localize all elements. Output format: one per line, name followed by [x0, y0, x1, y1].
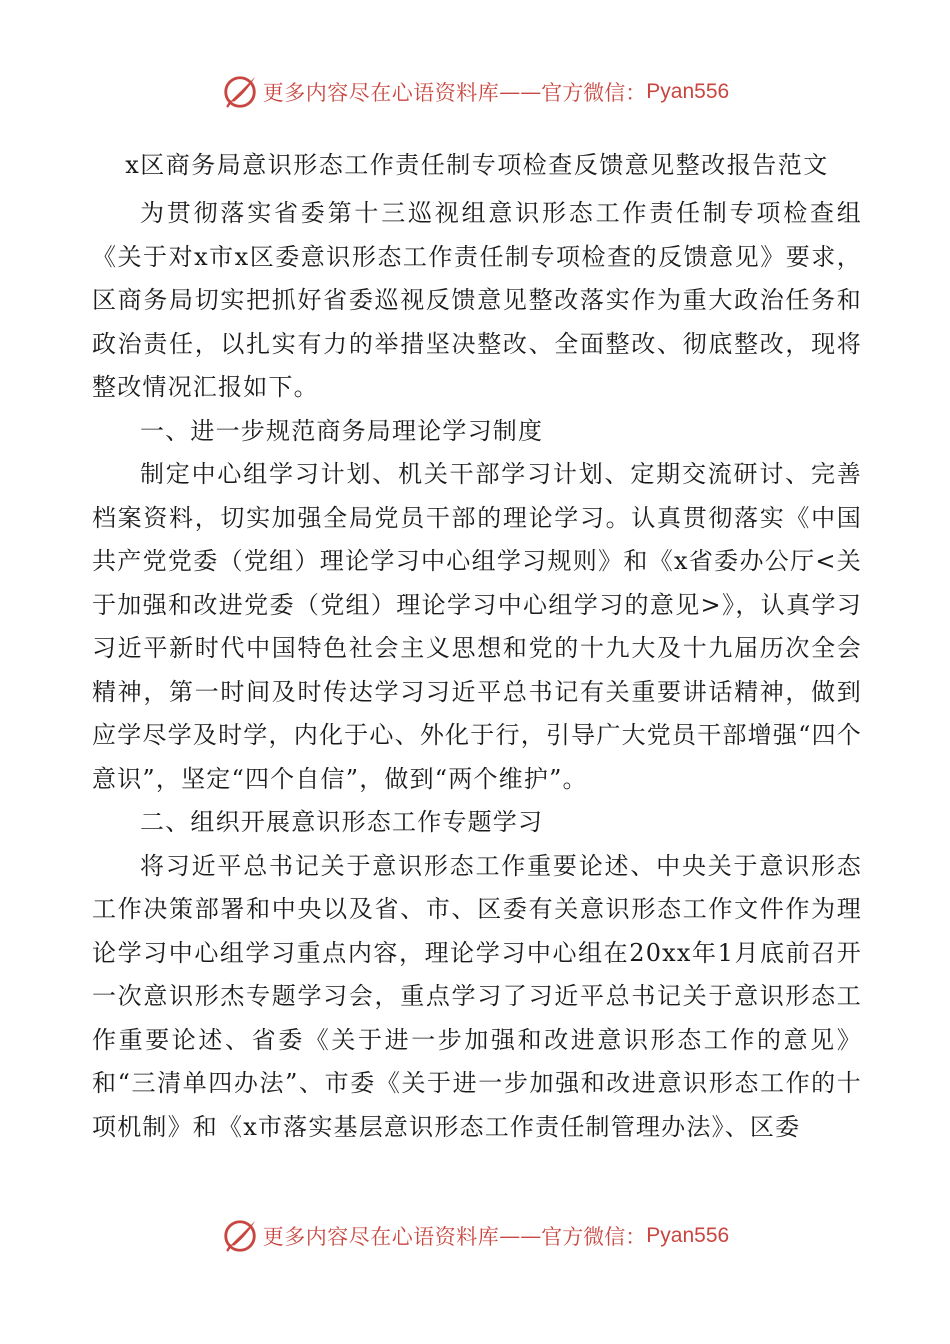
- banner-wechat-id: Pyan556: [646, 1224, 730, 1247]
- banner-wechat-id: Pyan556: [646, 80, 730, 103]
- section-1-heading: 一、进一步规范商务局理论学习制度: [140, 416, 544, 445]
- banner-dash: ——: [499, 80, 542, 104]
- banner-main-text: 更多内容尽在心语资料库: [262, 81, 500, 105]
- banner-wechat-label: 官方微信：: [541, 81, 647, 105]
- section-2-heading: 二、组织开展意识形态工作专题学习: [140, 808, 544, 836]
- banner-main-text: 更多内容尽在心语资料库: [262, 1225, 500, 1249]
- quill-logo-icon: [221, 1217, 259, 1255]
- document-title: x区商务局意识形态工作责任制专项检查反馈意见整改报告范文: [125, 151, 829, 179]
- quill-logo-icon: [221, 73, 259, 111]
- intro-paragraph: 为贯彻落实省委第十三巡视组意识形态工作责任制专项检查组《关于对x市x区委意识形态工作责任制专项检查的反馈意见》要求，区商务局切实把抓好省委巡视反馈意见整改落实作为重大政治任务和政治责任，以扎实有力的举措坚决整改、全面整改、彻底整改，现将整改情况汇报如下。: [92, 199, 862, 401]
- section-2-paragraph: 将习近平总书记关于意识形态工作重要论述、中央关于意识形态工作决策部署和中央以及省、市、区委有关意识形态工作文件作为理论学习中心组学习重点内容，理论学习中心组在20xx年1月底前召开一次意识形杰专题学习会，重点学习了习近平总书记关于意识形态工作重要论述、省委《关于进一步加强和改进意识形态工作的意见》和“三清单四办法”、市委《关于进一步加强和改进意识形态工作的十项机制》和《x市落实基层意识形态工作责任制管理办法》、区委: [92, 851, 862, 1141]
- banner-dash: ——: [499, 1224, 542, 1248]
- header-banner: [0, 70, 950, 114]
- section-1-paragraph: 制定中心组学习计划、机关干部学习计划、定期交流研讨、完善档案资料，切实加强全局党员干部的理论学习。认真贯彻落实《中国共产党党委（党组）理论学习中心组学习规则》和《x省委办公厅<关于加强和改进党委（党组）理论学习中心组学习的意见>》，认真学习习近平新时代中国特色社会主义思想和党的十九大及十九届历次全会精神，第一时间及时传达学习习近平总书记有关重要讲话精神，做到应学尽学及时学，内化于心、外化于行，引导广大党员干部增强“四个意识”，坚定“四个自信”，做到“两个维护”。: [92, 460, 862, 793]
- banner-wechat-label: 官方微信：: [541, 1225, 647, 1249]
- document-body: [92, 150, 862, 1149]
- footer-banner: [0, 1214, 950, 1258]
